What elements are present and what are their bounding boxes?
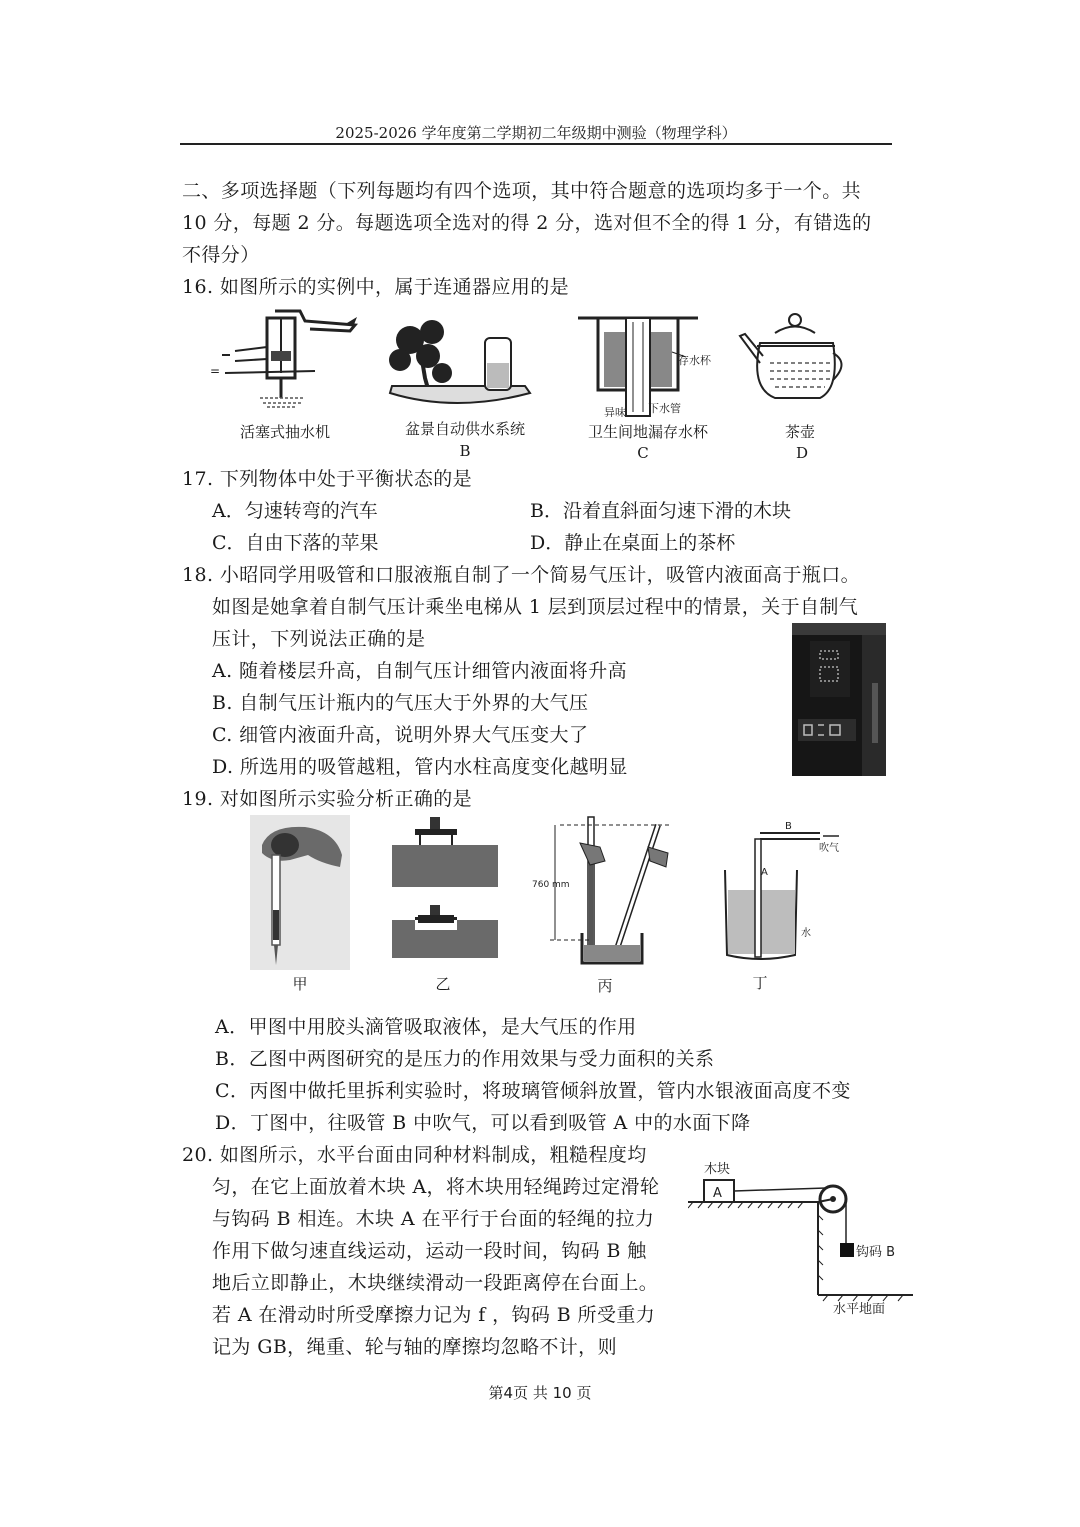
q18-option-a: A. 随着楼层升高，自制气压计细管内液面将升高	[212, 660, 628, 682]
svg-text:=: =	[210, 364, 221, 378]
pressure-table-figure	[390, 815, 500, 960]
tube-b-label: B	[785, 821, 792, 832]
q18-option-c: C. 细管内液面升高，说明外界大气压变大了	[212, 724, 589, 746]
piston-pump-figure	[205, 303, 365, 413]
q19-stem: 19. 对如图所示实验分析正确的是	[182, 788, 473, 810]
bonsai-water-figure	[380, 318, 540, 413]
q17-option-b: B．沿着直斜面匀速下滑的木块	[530, 500, 791, 522]
section-instruction-line-3: 不得分）	[182, 244, 260, 266]
pipe-label: 下水管	[648, 402, 681, 415]
q19-fig-label-yi: 乙	[435, 975, 451, 993]
q18-stem-line-1: 18. 小昭同学用吸管和口服液瓶自制了一个简易气压计，吸管内液面高于瓶口。	[182, 564, 861, 586]
q16-letter-d: D	[795, 444, 809, 462]
ground-label: 水平地面	[833, 1302, 886, 1317]
q16-letter-b: B	[459, 442, 471, 460]
elevator-barometer-photo	[792, 623, 886, 776]
pulley-diagram	[688, 1155, 918, 1320]
page-number: 第4页 共 10 页	[488, 1384, 592, 1402]
q19-fig-label-jia: 甲	[292, 975, 308, 993]
q20-stem-line-1: 20. 如图所示，水平台面由同种材料制成，粗糙程度均	[182, 1144, 647, 1166]
q20-stem-line-2: 匀，在它上面放着木块 A，将木块用轻绳跨过定滑轮	[212, 1176, 660, 1198]
dropper-photo	[250, 815, 350, 970]
section-instruction-line-1: 二、多项选择题（下列每题均有四个选项，其中符合题意的选项均多于一个。共	[182, 180, 862, 202]
q16-letter-c: C	[637, 444, 649, 462]
q19-fig-label-bing: 丙	[597, 977, 613, 995]
height-label: 760 mm	[532, 880, 570, 890]
q16-caption-pump: 活塞式抽水机	[239, 423, 330, 441]
q17-option-d: D．静止在桌面上的茶杯	[530, 532, 736, 554]
water-label: 水	[801, 928, 811, 939]
weight-label: 钩码 B	[856, 1245, 896, 1260]
blow-straw-figure	[715, 815, 855, 965]
q19-option-a: A．甲图中用胶头滴管吸取液体，是大气压的作用	[215, 1016, 637, 1038]
q16-caption-bonsai: 盆景自动供水系统	[404, 420, 525, 438]
q16-caption-drain: 卫生间地漏存水杯	[587, 423, 708, 441]
q19-option-c: C．丙图中做托里拆利实验时，将玻璃管倾斜放置，管内水银液面高度不变	[215, 1080, 851, 1102]
q20-stem-line-5: 地后立即静止，木块继续滑动一段距离停在台面上。	[212, 1272, 659, 1294]
q20-stem-line-6: 若 A 在滑动时所受摩擦力记为 f ，钩码 B 所受重力	[212, 1304, 656, 1326]
section-instruction-line-2: 10 分，每题 2 分。每题选项全选对的得 2 分，选对但不全的得 1 分，有错选的	[182, 212, 872, 234]
block-label: 木块	[704, 1162, 731, 1177]
q18-option-d: D. 所选用的吸管越粗，管内水柱高度变化越明显	[212, 756, 628, 778]
q18-stem-line-3: 压计，下列说法正确的是	[212, 628, 426, 650]
header-divider	[180, 143, 892, 145]
torricelli-figure	[530, 815, 680, 975]
block-letter: A	[713, 1186, 722, 1201]
q16-stem: 16. 如图所示的实例中，属于连通器应用的是	[182, 276, 570, 298]
blow-label: 吹气	[819, 843, 839, 854]
grate-label: 异味	[604, 406, 626, 417]
q17-option-a: A．匀速转弯的汽车	[212, 500, 378, 522]
q20-stem-line-7: 记为 GB，绳重、轮与轴的摩擦均忽略不计，则	[212, 1336, 617, 1358]
q16-caption-teapot: 茶壶	[784, 423, 815, 441]
tube-a-label: A	[761, 867, 768, 878]
cup-label: 存水杯	[678, 354, 711, 367]
q18-stem-line-2: 如图是她拿着自制气压计乘坐电梯从 1 层到顶层过程中的情景，关于自制气	[212, 596, 859, 618]
q20-stem-line-4: 作用下做匀速直线运动，运动一段时间，钩码 B 触	[212, 1240, 647, 1262]
q17-stem: 17. 下列物体中处于平衡状态的是	[182, 468, 473, 490]
q19-fig-label-ding: 丁	[752, 974, 768, 992]
teapot-figure	[735, 308, 850, 408]
q17-option-c: C．自由下落的苹果	[212, 532, 379, 554]
q20-stem-line-3: 与钩码 B 相连。木块 A 在平行于台面的轻绳的拉力	[212, 1208, 655, 1230]
page-header-title: 2025-2026 学年度第二学期初二年级期中测验（物理学科）	[335, 124, 737, 142]
q19-option-b: B．乙图中两图研究的是压力的作用效果与受力面积的关系	[215, 1048, 715, 1070]
q19-option-d: D．丁图中，往吸管 B 中吹气，可以看到吸管 A 中的水面下降	[215, 1112, 751, 1134]
q18-option-b: B. 自制气压计瓶内的气压大于外界的大气压	[212, 692, 589, 714]
floor-drain-figure	[578, 312, 728, 417]
